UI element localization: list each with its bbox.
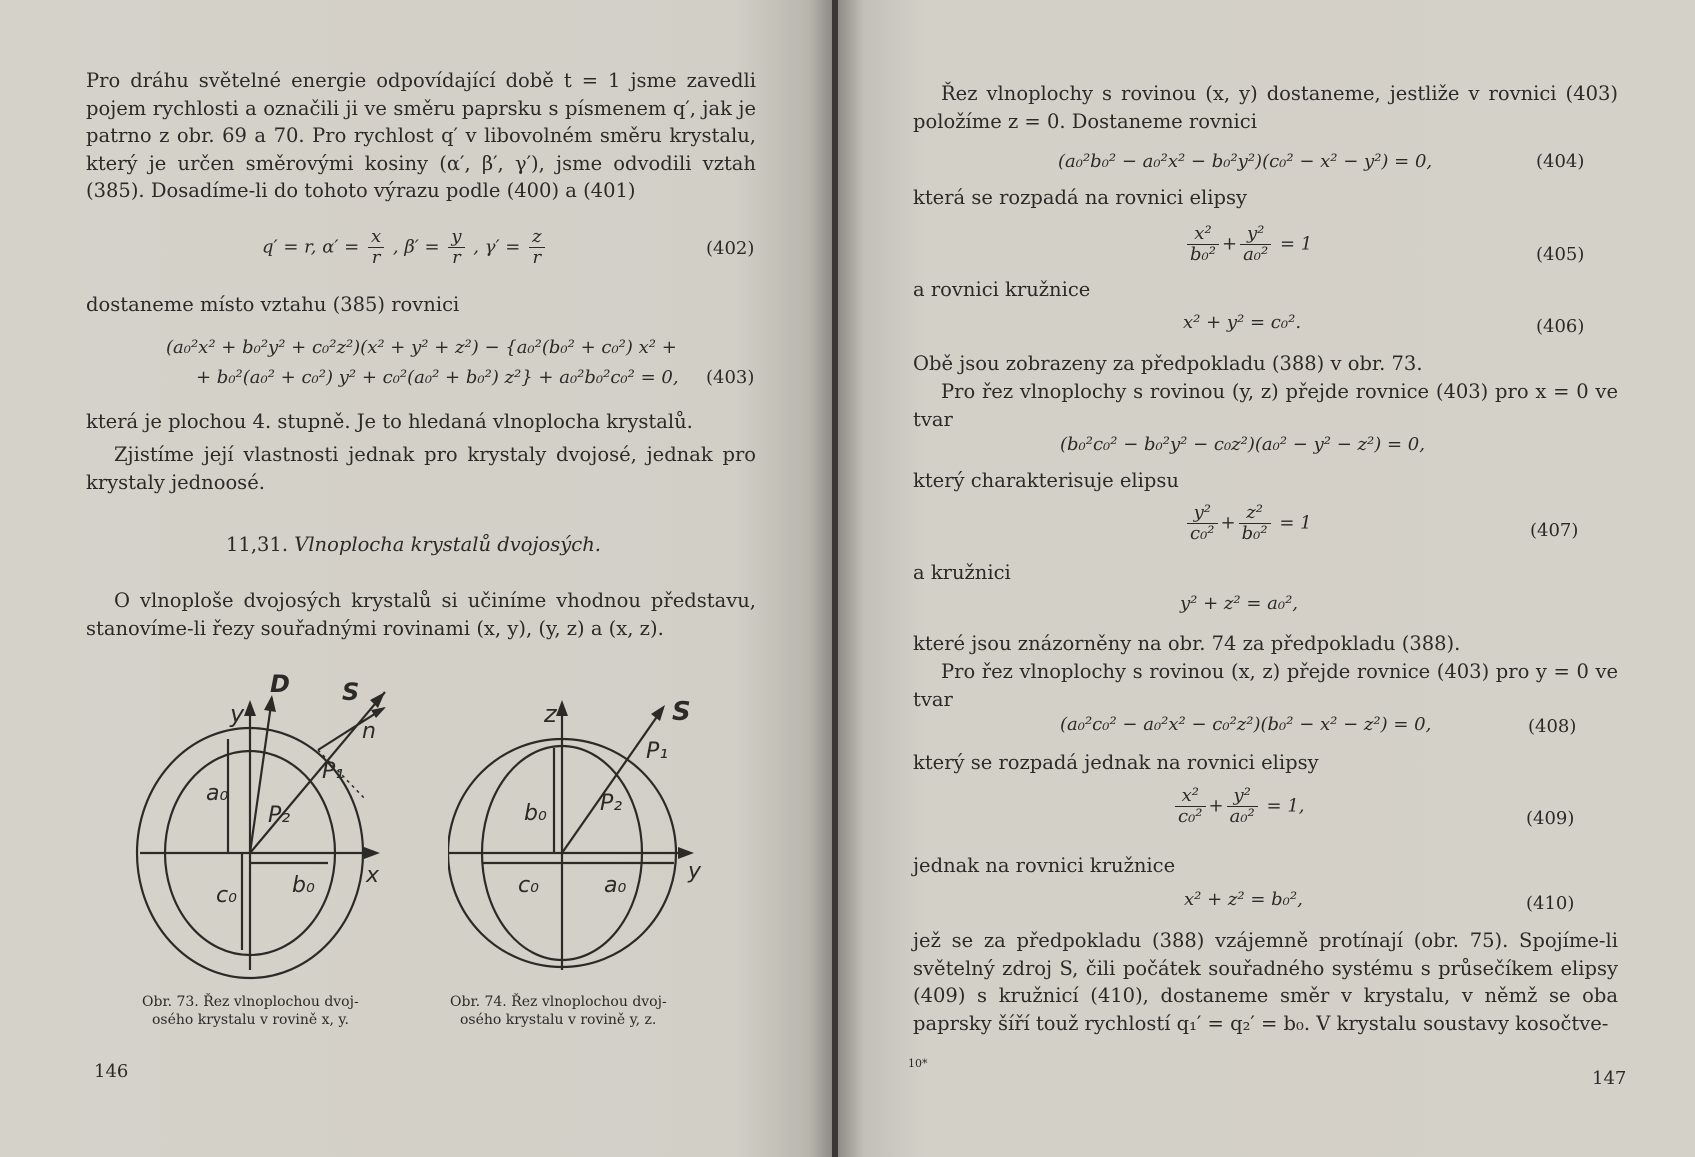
- fig73-n-arrow: [371, 707, 386, 718]
- equation-406-number: (406): [1536, 316, 1585, 337]
- fig74-label-c0: c₀: [518, 873, 539, 898]
- frac-405-2: [1240, 224, 1271, 265]
- fig73-label-p2: P₂: [268, 803, 291, 828]
- equation-407-number: (407): [1530, 520, 1579, 541]
- equation-403-line-2: + b₀²(a₀² + c₀²) y² + c₀²(a₀² + b₀²) z²} + a₀²b₀²c₀² = 0,: [196, 367, 679, 388]
- frac-409-2: [1227, 786, 1258, 827]
- right-paragraph-7: a kružnici: [913, 561, 1011, 584]
- right-paragraph-3: a rovnici kružnice: [913, 278, 1091, 301]
- left-paragraph-2: dostaneme místo vztahu (385) rovnici: [86, 293, 460, 316]
- left-paragraph-3: která je plochou 4. stupně. Je to hledaná vlnoplocha krystalů.: [86, 410, 693, 433]
- right-paragraph-8: které jsou znázorněny na obr. 74 za předpokladu (388).: [913, 632, 1461, 655]
- equation-410: x² + z² = b₀²,: [1184, 889, 1303, 910]
- frac-409-1: [1175, 786, 1206, 827]
- section-title: Vlnoplocha krystalů dvojosých.: [294, 533, 601, 556]
- eq407-rhs: = 1: [1279, 512, 1312, 534]
- frac-num: z: [529, 227, 544, 248]
- right-page: [838, 0, 1695, 1157]
- equation-408: (a₀²c₀² − a₀²x² − c₀²z²)(b₀² − x² − z²) = 0,: [1060, 714, 1432, 735]
- figure-73: [130, 670, 400, 1000]
- frac-x-r: [368, 227, 384, 268]
- caption-74-line-1: Obr. 74. Řez vlnoplochou dvoj-: [450, 994, 667, 1010]
- frac-num: y²: [1227, 786, 1258, 807]
- fig73-x-arrow: [364, 847, 380, 859]
- figure-74: [448, 670, 718, 1000]
- fig73-label-x: x: [366, 863, 380, 888]
- equation-404-number: (404): [1536, 151, 1585, 172]
- frac-num: y: [448, 227, 464, 248]
- frac-den: r: [452, 247, 461, 268]
- fig73-y-arrow: [244, 700, 256, 716]
- left-page: [0, 0, 834, 1157]
- left-paragraph-4: Zjistíme její vlastnosti jednak pro krystaly dvojosé, jednak pro krystaly jednoosé.: [86, 443, 756, 494]
- fig74-label-p2: P₂: [600, 791, 623, 816]
- frac-den: a₀²: [1243, 244, 1269, 265]
- page-number-right: 147: [1592, 1068, 1627, 1089]
- equation-410-number: (410): [1526, 893, 1575, 914]
- fig74-label-a0: a₀: [604, 873, 627, 898]
- equation-403-number: (403): [706, 367, 755, 388]
- frac-num: x²: [1175, 786, 1206, 807]
- fig73-label-p1: P₁: [322, 759, 345, 784]
- frac-num: x: [368, 227, 384, 248]
- frac-den: c₀²: [1178, 806, 1203, 827]
- fig74-y-arrow: [678, 847, 694, 859]
- frac-405-1: [1187, 224, 1219, 265]
- caption-figure-73: [142, 993, 359, 1029]
- equation-405: $\frac{\text{x²}}{\text{b₀²}}$ + $\frac{\text{y²}}{\text{a₀²}}$ = 1: [1184, 224, 1312, 265]
- equation-407: $\frac{\text{y²}}{\text{c₀²}}$ + $\frac{\text{z²}}{\text{b₀²}}$ = 1: [1184, 503, 1312, 544]
- fig73-label-d: D: [270, 670, 290, 698]
- frac-den: r: [532, 247, 542, 268]
- fig74-s-arrow: [651, 705, 665, 721]
- equation-409: $\frac{\text{x²}}{\text{c₀²}}$ + $\frac{\text{y²}}{\text{a₀²}}$ = 1,: [1172, 786, 1305, 827]
- equation-405-number: (405): [1536, 244, 1585, 265]
- frac-num: x²: [1187, 224, 1219, 245]
- caption-73-line-1: Obr. 73. Řez vlnoplochou dvoj-: [142, 994, 359, 1010]
- equation-406: x² + y² = c₀².: [1183, 312, 1302, 333]
- section-heading: [226, 533, 601, 556]
- right-paragraph-2: která se rozpadá na rovnici elipsy: [913, 186, 1247, 209]
- equation-402-number: (402): [706, 238, 755, 259]
- frac-num: y²: [1187, 503, 1218, 524]
- fig74-label-s: S: [672, 697, 691, 727]
- right-paragraph-5: Pro řez vlnoplochy s rovinou (y, z) přejde rovnice (403) pro x = 0 ve tvar: [913, 380, 1618, 431]
- caption-73-line-2: osého krystalu v rovině x, y.: [152, 1012, 349, 1028]
- caption-figure-74: [450, 993, 667, 1029]
- page-number-left: 146: [94, 1061, 129, 1082]
- fig73-label-n: n: [362, 719, 376, 744]
- caption-74-line-2: osého krystalu v rovině y, z.: [460, 1012, 657, 1028]
- fig73-label-s: S: [342, 678, 360, 706]
- eq402-part-b: , β′ =: [392, 236, 440, 258]
- frac-num: z²: [1239, 503, 1271, 524]
- fig74-label-z: z: [544, 700, 557, 728]
- frac-den: c₀²: [1190, 523, 1215, 544]
- fig73-label-a0: a₀: [206, 781, 229, 806]
- right-paragraph-12: jež se za předpokladu (388) vzájemně protínají (obr. 75). Spojíme-li světelný zdroj S, čili počátek souřadného systému s průsečíkem elipsy (409) s kružnicí (410), dostaneme směr v krystalu, v němž se oba paprsky šíří touž rychlostí q₁′ = q₂′ = b₀. V krystalu soustavy kosočtve-: [913, 929, 1618, 1035]
- right-paragraph-9: Pro řez vlnoplochy s rovinou (x, z) přejde rovnice (403) pro y = 0 ve tvar: [913, 660, 1618, 711]
- signature-mark: 10*: [908, 1057, 928, 1070]
- eq402-part-c: , γ′ =: [473, 236, 521, 258]
- fig73-label-y: y: [230, 700, 245, 728]
- right-paragraph-10: který se rozpadá jednak na rovnici elipsy: [913, 751, 1319, 774]
- equation-circle-yz: y² + z² = a₀²,: [1180, 593, 1299, 614]
- section-number: 11,31.: [226, 533, 289, 556]
- fig73-label-b0: b₀: [292, 873, 315, 898]
- right-paragraph-4: Obě jsou zobrazeny za předpokladu (388) v obr. 73.: [913, 352, 1423, 375]
- equation-yz-section: (b₀²c₀² − b₀²y² − c₀z²)(a₀² − y² − z²) = 0,: [1060, 434, 1425, 455]
- eq405-rhs: = 1: [1279, 233, 1313, 255]
- left-paragraph-1: Pro dráhu světelné energie odpovídající době t = 1 jsme zavedli pojem rychlosti a označili ji ve směru paprsku s písmenem q′, jak je patrno z obr. 69 a 70. Pro rychlost q′ v libovolném směru krystalu, který je určen směrovými kosiny (α′, β′, γ′), jsme odvodili vztah (385). Dosadíme-li do tohoto výrazu podle (400) a (401): [86, 69, 756, 202]
- eq409-rhs: = 1,: [1266, 795, 1305, 817]
- frac-407-2: [1239, 503, 1271, 544]
- frac-y-r: [448, 227, 464, 268]
- frac-den: r: [371, 247, 381, 268]
- equation-403-line-1: (a₀²x² + b₀²y² + c₀²z²)(x² + y² + z²) − {a₀²(b₀² + c₀²) x² +: [166, 337, 677, 358]
- fig74-z-arrow: [556, 700, 568, 716]
- fig74-label-p1: P₁: [646, 739, 669, 764]
- right-paragraph-6: který charakterisuje elipsu: [913, 469, 1179, 492]
- frac-407-1: [1187, 503, 1218, 544]
- frac-den: b₀²: [1241, 523, 1268, 544]
- frac-z-r: [529, 227, 544, 268]
- fig74-label-b0: b₀: [524, 801, 547, 826]
- fig74-ray-s: [562, 708, 663, 853]
- left-paragraph-5: O vlnoploše dvojosých krystalů si učiníme vhodnou představu, stanovíme-li řezy souřadnými rovinami (x, y), (y, z) a (x, z).: [86, 589, 756, 640]
- frac-den: b₀²: [1190, 244, 1216, 265]
- right-paragraph-11: jednak na rovnici kružnice: [913, 854, 1176, 877]
- fig74-label-y: y: [688, 859, 702, 884]
- eq402-part-a: q′ = r, α′ =: [262, 236, 360, 258]
- equation-409-number: (409): [1526, 808, 1575, 829]
- fig73-label-c0: c₀: [216, 883, 237, 908]
- equation-404: (a₀²b₀² − a₀²x² − b₀²y²)(c₀² − x² − y²) = 0,: [1058, 151, 1433, 172]
- equation-402: [262, 227, 548, 268]
- right-paragraph-1: Řez vlnoplochy s rovinou (x, y) dostaneme, jestliže v rovnici (403) položíme z = 0. Dostaneme rovnici: [913, 82, 1618, 133]
- equation-408-number: (408): [1528, 716, 1577, 737]
- frac-den: a₀²: [1229, 806, 1255, 827]
- frac-num: y²: [1240, 224, 1271, 245]
